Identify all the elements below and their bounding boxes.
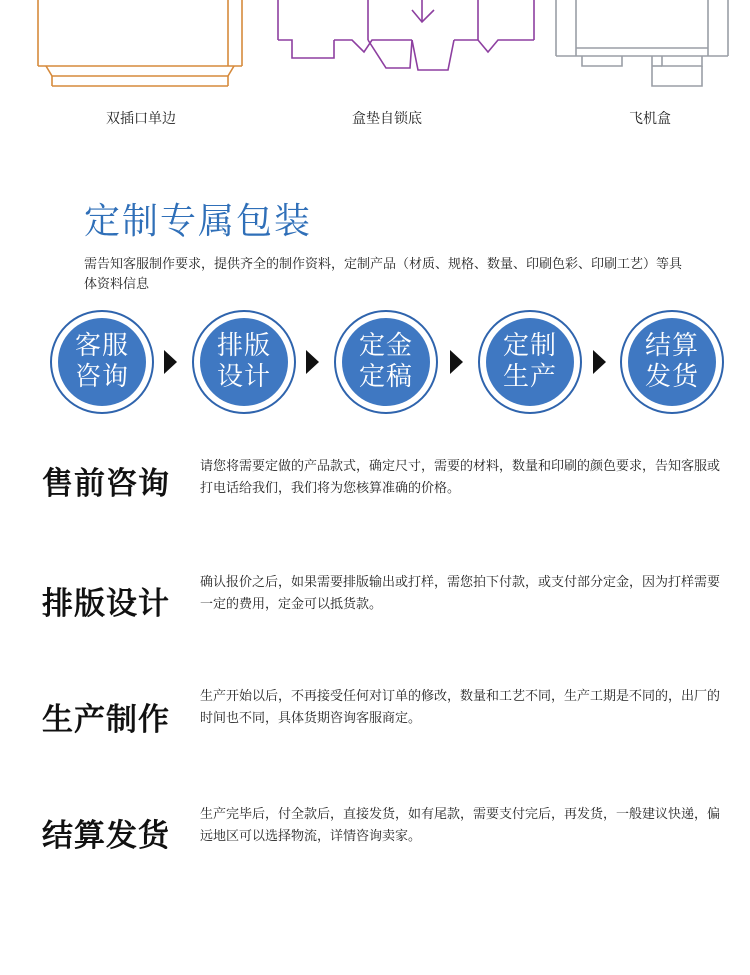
step-circle [50, 310, 154, 414]
step-label-line1: 定制 [502, 331, 557, 361]
mailer-box-dieline [552, 0, 732, 100]
step-label-line1: 排版 [216, 331, 271, 361]
section-text: 生产完毕后，付全款后，直接发货，如有尾款，需要支付完后，再发货，一般建议快递，偏远地区可以选择物流，详情咨询卖家。 [200, 807, 721, 844]
intro-text: 需告知客服制作要求，提供齐全的制作资料，定制产品（材质、规格、数量、印刷色彩、印刷工艺）等具体资料信息 [84, 257, 683, 292]
step-label-line1: 客服 [74, 331, 129, 361]
box-type-label: 双插口单边 [106, 111, 176, 127]
process-steps [0, 310, 750, 414]
double-tuck-box-dieline [30, 0, 250, 90]
step-label-line2: 发货 [644, 362, 699, 392]
step-circle [620, 310, 724, 414]
page-title: 定制专属包装 [84, 201, 313, 242]
section-title: 结算发货 [42, 818, 170, 854]
section-text: 生产开始以后，不再接受任何对订单的修改，数量和工艺不同，生产工期是不同的，出厂的时间也不同，具体货期咨询客服商定。 [200, 689, 721, 726]
section-title: 生产制作 [42, 702, 170, 738]
step-circle [192, 310, 296, 414]
step-circle [334, 310, 438, 414]
arrow-right-icon [306, 350, 319, 374]
section-text: 确认报价之后，如果需要排版输出或打样，需您拍下付款，或支付部分定金，因为打样需要一定的费用，定金可以抵货款。 [200, 575, 721, 612]
step-label-line2: 咨询 [74, 362, 129, 392]
arrow-right-icon [450, 350, 463, 374]
section-title: 售前咨询 [42, 466, 170, 502]
step-label-line1: 结算 [644, 331, 699, 361]
step-label-line1: 定金 [358, 331, 413, 361]
step-circle [478, 310, 582, 414]
arrow-right-icon [164, 350, 177, 374]
crash-lock-bottom-box-dieline [272, 0, 542, 80]
box-type-label: 盒垫自锁底 [352, 111, 422, 127]
step-label-line2: 定稿 [358, 362, 413, 392]
step-label-line2: 生产 [502, 362, 557, 392]
step-label-line2: 设计 [216, 362, 271, 392]
section-title: 排版设计 [42, 586, 170, 622]
box-type-diagrams [0, 0, 750, 140]
arrow-right-icon [593, 350, 606, 374]
box-type-label: 飞机盒 [629, 111, 671, 127]
section-text: 请您将需要定做的产品款式，确定尺寸，需要的材料，数量和印刷的颜色要求，告知客服或打电话给我们，我们将为您核算准确的价格。 [200, 459, 721, 496]
